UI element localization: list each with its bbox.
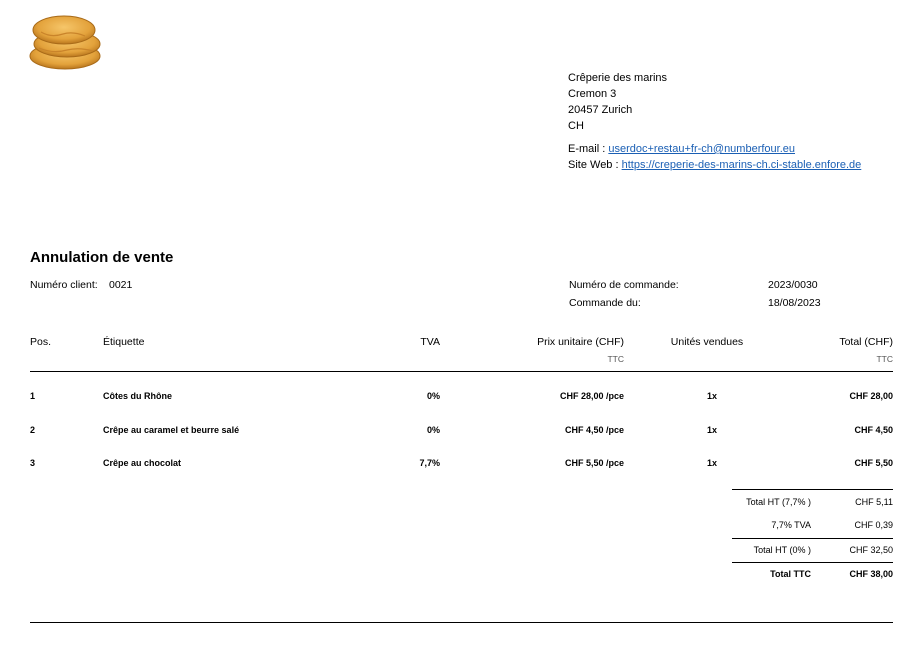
row-units: 1x [706,458,717,468]
row-pos: 1 [30,391,36,401]
total-ht-0-label: Total HT (0% ) [753,545,811,555]
company-name: Crêperie des marins [568,72,668,84]
crepe-stack-icon [27,10,105,72]
tva-77-value: CHF 0,39 [854,520,893,530]
header-divider [30,371,893,372]
company-country: CH [568,120,584,132]
header-unit-price-sub: TTC [607,354,624,364]
row-tva: 0% [426,391,440,401]
row-total: CHF 28,00 [849,391,893,401]
email-line [568,141,861,157]
company-logo [27,10,105,72]
header-unit-price: Prix unitaire (CHF) [537,336,624,348]
header-total-sub: TTC [876,354,893,364]
website-line [568,157,861,173]
tva-77-label: 7,7% TVA [771,520,811,530]
email-link[interactable]: userdoc+restau+fr-ch@numberfour.eu [608,143,795,155]
client-number: 0021 [109,279,133,291]
footer-divider [30,622,893,623]
company-address [568,70,667,134]
total-ht-77-label: Total HT (7,7% ) [746,497,811,507]
totals-mid-divider [732,538,893,539]
website-label: Site Web : [568,159,622,171]
email-label: E-mail : [568,143,609,155]
row-unit-price: CHF 5,50 /pce [564,458,624,468]
row-unit-price: CHF 4,50 /pce [564,425,624,435]
company-city: 20457 Zurich [568,104,633,116]
website-link[interactable]: https://creperie-des-marins-ch.ci-stable.enfore.de [621,159,862,171]
row-unit-price: CHF 28,00 /pce [559,391,624,401]
row-tva: 7,7% [419,458,440,468]
order-date: 18/08/2023 [768,297,821,309]
row-pos: 3 [30,458,36,468]
table-row [0,458,906,472]
header-pos: Pos. [30,336,52,348]
header-units: Unités vendues [670,336,744,348]
totals-top-divider [732,489,893,490]
header-total: Total (CHF) [839,336,893,348]
order-date-label: Commande du: [569,297,641,309]
order-number: 2023/0030 [768,279,818,291]
row-label: Côtes du Rhône [103,391,172,401]
row-units: 1x [706,391,717,401]
company-street: Cremon 3 [568,88,617,100]
row-total: CHF 4,50 [854,425,893,435]
total-ht-0-value: CHF 32,50 [849,545,893,555]
totals-bottom-divider [732,562,893,563]
document-title: Annulation de vente [30,249,174,266]
header-label: Étiquette [103,336,145,348]
header-tva: TVA [420,336,440,348]
order-number-label: Numéro de commande: [569,279,679,291]
row-units: 1x [706,425,717,435]
row-label: Crêpe au chocolat [103,458,182,468]
table-row [0,425,906,439]
row-pos: 2 [30,425,36,435]
row-label: Crêpe au caramel et beurre salé [103,425,240,435]
company-contact [568,141,861,173]
row-tva: 0% [426,425,440,435]
row-total: CHF 5,50 [854,458,893,468]
total-ttc-label: Total TTC [770,569,811,579]
total-ttc-value: CHF 38,00 [849,569,893,579]
table-row [0,391,906,405]
client-number-label: Numéro client: [30,279,98,291]
total-ht-77-value: CHF 5,11 [855,497,893,507]
